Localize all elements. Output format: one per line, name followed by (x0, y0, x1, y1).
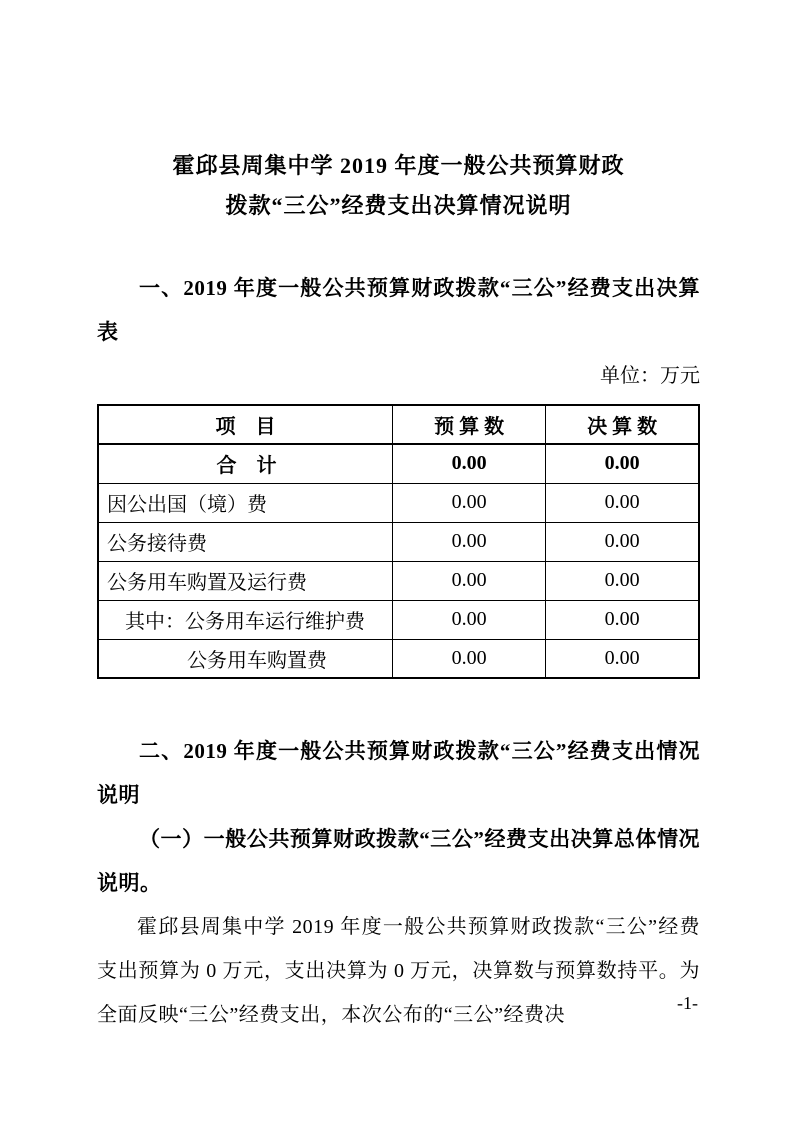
body-paragraph: 霍邱县周集中学 2019 年度一般公共预算财政拨款“三公”经费支出预算为 0 万元，支出决算为 0 万元，决算数与预算数持平。为全面反映“三公”经费支出，本次公布的“三公”经费决 (97, 916, 700, 1026)
col-header-budget: 预 算 数 (392, 405, 545, 444)
final-value: 0.00 (546, 483, 699, 522)
row-label: 公务用车购置及运行费 (98, 561, 392, 600)
budget-value: 0.00 (392, 561, 545, 600)
budget-value: 0.00 (392, 639, 545, 678)
col-header-final: 决 算 数 (546, 405, 699, 444)
final-value: 0.00 (546, 522, 699, 561)
unit-label: 单位：万元 (600, 365, 700, 387)
expense-table (97, 404, 700, 679)
page-number: -1- (677, 993, 698, 1013)
row-label: 公务用车购置费 (98, 639, 392, 678)
row-label: 其中：公务用车运行维护费 (98, 600, 392, 639)
document-title-line1: 霍邱县周集中学 2019 年度一般公共预算财政 (172, 153, 625, 178)
final-value: 0.00 (546, 600, 699, 639)
budget-value: 0.00 (392, 522, 545, 561)
table-row (98, 444, 699, 483)
budget-value: 0.00 (392, 444, 545, 483)
section2-heading: 二、2019 年度一般公共预算财政拨款“三公”经费支出情况说明 (97, 739, 700, 807)
row-label: 合 计 (98, 444, 392, 483)
col-header-item: 项 目 (98, 405, 392, 444)
subsection-heading: （一）一般公共预算财政拨款“三公”经费支出决算总体情况说明。 (97, 827, 700, 895)
document-title-line2: 拨款“三公”经费支出决算情况说明 (225, 193, 572, 218)
row-label: 公务接待费 (98, 522, 392, 561)
table-header-row (98, 405, 699, 444)
budget-value: 0.00 (392, 483, 545, 522)
final-value: 0.00 (546, 444, 699, 483)
final-value: 0.00 (546, 639, 699, 678)
table-row (98, 561, 699, 600)
table-row (98, 639, 699, 678)
row-label: 因公出国（境）费 (98, 483, 392, 522)
document-title (97, 146, 700, 226)
table-row (98, 522, 699, 561)
budget-value: 0.00 (392, 600, 545, 639)
table-row (98, 483, 699, 522)
final-value: 0.00 (546, 561, 699, 600)
table-row (98, 600, 699, 639)
section1-heading: 一、2019 年度一般公共预算财政拨款“三公”经费支出决算表 (97, 276, 700, 344)
